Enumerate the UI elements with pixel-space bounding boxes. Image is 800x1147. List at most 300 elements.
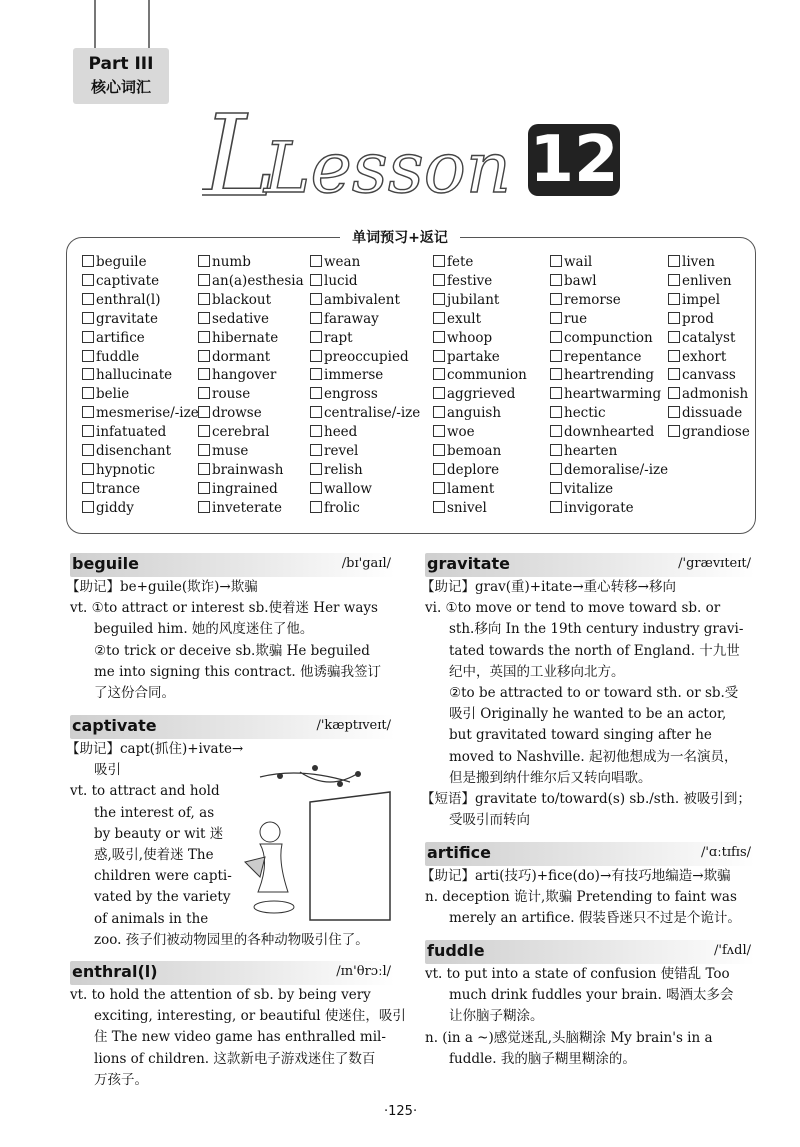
lesson-word-text: Lesson xyxy=(264,127,511,209)
entry-line: 受吸引而转向 xyxy=(449,812,530,829)
checkbox-icon[interactable] xyxy=(198,274,210,286)
entry-line: vt. ①to attract or interest sb.使着迷 Her ways xyxy=(70,600,378,617)
checkbox-icon[interactable] xyxy=(550,350,562,362)
word-list-item xyxy=(433,366,527,385)
word-list-item xyxy=(198,348,304,367)
checkbox-icon[interactable] xyxy=(433,255,445,267)
entry-line: merely an artifice. 假装昏迷只不过是个诡计。 xyxy=(449,910,741,927)
word-list-item xyxy=(310,253,420,272)
word-list-item xyxy=(550,461,668,480)
entry-line: vated by the variety xyxy=(94,889,231,906)
entry-line: moved to Nashville. 起初他想成为一名演员， xyxy=(449,748,738,765)
checkbox-icon[interactable] xyxy=(433,463,445,475)
word-text: jubilant xyxy=(447,291,500,308)
checkbox-icon[interactable] xyxy=(82,255,94,267)
word-column-5 xyxy=(550,253,668,518)
entry-line: vt. to hold the attention of sb. by being very xyxy=(70,987,371,1003)
checkbox-icon[interactable] xyxy=(433,331,445,343)
checkbox-icon[interactable] xyxy=(550,444,562,456)
word-list-item xyxy=(668,348,750,367)
checkbox-icon[interactable] xyxy=(198,501,210,513)
word-list-item xyxy=(82,253,199,272)
word-list-item xyxy=(310,442,420,461)
checkbox-icon[interactable] xyxy=(310,331,322,343)
entry-line: n. (in a ~)感觉迷乱,头脑糊涂 My brain's in a xyxy=(425,1029,713,1046)
word-text: vitalize xyxy=(564,480,614,497)
word-text: an(a)esthesia xyxy=(212,272,304,289)
checkbox-icon[interactable] xyxy=(550,331,562,343)
entry-line: 万孩子。 xyxy=(94,1071,148,1088)
word-text: exhort xyxy=(682,348,727,365)
entry-line: 吸引 Originally he wanted to be an actor, xyxy=(449,706,727,723)
checkbox-icon[interactable] xyxy=(198,255,210,267)
word-list-item xyxy=(668,272,750,291)
word-list-item xyxy=(310,272,420,291)
word-list-item xyxy=(198,442,304,461)
word-text: trance xyxy=(96,480,141,497)
word-column-4 xyxy=(433,253,527,518)
word-text: brainwash xyxy=(212,461,284,478)
entry-line: but gravitated toward singing after he xyxy=(449,727,712,744)
word-text: compunction xyxy=(564,329,653,346)
word-list-item xyxy=(310,461,420,480)
word-text: enliven xyxy=(682,272,732,289)
word-text: fuddle xyxy=(96,348,140,365)
checkbox-icon[interactable] xyxy=(198,387,210,399)
headword: gravitate xyxy=(427,554,510,573)
word-list-item xyxy=(433,291,527,310)
entry-line: of animals in the xyxy=(94,910,209,927)
checkbox-icon[interactable] xyxy=(433,293,445,305)
word-text: hibernate xyxy=(212,329,279,346)
word-text: cerebral xyxy=(212,424,270,441)
word-text: rouse xyxy=(212,386,251,403)
entry-line: 【助记】grav(重)+itate→重心转移→移向 xyxy=(421,579,676,595)
word-list-item xyxy=(550,404,668,423)
word-list-item xyxy=(433,253,527,272)
word-list-item xyxy=(550,310,668,329)
word-text: fete xyxy=(447,254,474,270)
word-list-item xyxy=(433,461,527,480)
checkbox-icon[interactable] xyxy=(82,425,94,437)
checkbox-icon[interactable] xyxy=(550,312,562,324)
entry-line: by beauty or wit 迷 xyxy=(94,825,224,842)
lesson-L: L xyxy=(202,100,277,210)
page-number: ·125· xyxy=(384,1104,418,1119)
checkbox-icon[interactable] xyxy=(550,425,562,437)
entry-line: vt. to attract and hold xyxy=(70,783,220,800)
checkbox-icon[interactable] xyxy=(198,312,210,324)
word-column-1 xyxy=(82,253,199,518)
checkbox-icon[interactable] xyxy=(198,368,210,380)
entry-line: 让你脑子糊涂。 xyxy=(449,1008,544,1025)
entry-line: 【短语】gravitate to/toward(s) sb./sth. 被吸引到； xyxy=(421,791,751,807)
checkbox-icon[interactable] xyxy=(668,368,680,380)
word-text: blackout xyxy=(212,291,271,308)
word-text: exult xyxy=(447,310,482,327)
word-list-item xyxy=(82,291,199,310)
word-list-item xyxy=(82,404,199,423)
headword: beguile xyxy=(72,554,139,573)
word-list-item xyxy=(82,385,199,404)
word-text: bawl xyxy=(564,272,597,289)
checkbox-icon[interactable] xyxy=(198,444,210,456)
checkbox-icon[interactable] xyxy=(310,482,322,494)
word-text: invigorate xyxy=(564,499,634,516)
word-text: mesmerise/-ize xyxy=(96,405,199,422)
entry-line: beguiled him. 她的风度迷住了他。 xyxy=(94,621,314,638)
word-text: ambivalent xyxy=(324,291,400,308)
entry-line: ②to be attracted to or toward sth. or sb.受 xyxy=(449,685,739,701)
entry-line: fuddle. 我的脑子糊里糊涂的。 xyxy=(449,1050,636,1067)
word-text: festive xyxy=(447,272,493,289)
checkbox-icon[interactable] xyxy=(550,501,562,513)
headword-bar xyxy=(70,715,395,739)
word-text: revel xyxy=(324,443,359,460)
checkbox-icon[interactable] xyxy=(433,501,445,513)
entry-line: 惑,吸引,使着迷 The xyxy=(94,847,214,863)
checkbox-icon[interactable] xyxy=(198,425,210,437)
checkbox-icon[interactable] xyxy=(82,482,94,494)
checkbox-icon[interactable] xyxy=(310,387,322,399)
lesson-title xyxy=(202,100,522,210)
word-list-item xyxy=(668,310,750,329)
word-text: faraway xyxy=(324,310,379,327)
entry-line: lions of children. 这款新电子游戏迷住了数百 xyxy=(94,1050,376,1067)
checkbox-icon[interactable] xyxy=(668,312,680,324)
word-list-item xyxy=(433,404,527,423)
word-text: hypnotic xyxy=(96,461,156,478)
word-list-item xyxy=(433,329,527,348)
checkbox-icon[interactable] xyxy=(550,387,562,399)
checkbox-icon[interactable] xyxy=(310,255,322,267)
checkbox-icon[interactable] xyxy=(198,350,210,362)
entry-line: vt. to put into a state of confusion 使错乱 Too xyxy=(425,966,730,982)
checkbox-icon[interactable] xyxy=(433,387,445,399)
checkbox-icon[interactable] xyxy=(550,255,562,267)
word-list-item xyxy=(668,385,750,404)
word-text: belie xyxy=(96,386,130,403)
word-text: prod xyxy=(682,310,714,327)
word-list-item xyxy=(433,480,527,499)
word-text: ingrained xyxy=(212,480,278,497)
checkbox-icon[interactable] xyxy=(550,406,562,418)
word-list-item xyxy=(198,480,304,499)
word-list-item xyxy=(198,310,304,329)
word-text: centralise/-ize xyxy=(324,405,421,422)
checkbox-icon[interactable] xyxy=(198,406,210,418)
section-label: 核心词汇 xyxy=(90,78,151,96)
word-list-item xyxy=(198,461,304,480)
word-list-item xyxy=(310,329,420,348)
word-text: rapt xyxy=(324,329,353,346)
phonetic: /bɪ'gaɪl/ xyxy=(341,556,391,571)
checkbox-icon[interactable] xyxy=(82,293,94,305)
checkbox-icon[interactable] xyxy=(82,387,94,399)
word-list-item xyxy=(82,423,199,442)
word-text: downhearted xyxy=(564,424,655,441)
word-text: woe xyxy=(447,424,475,441)
word-list-item xyxy=(433,442,527,461)
entry-line: 【助记】capt(抓住)+ivate→ xyxy=(66,741,244,757)
word-list-item xyxy=(198,423,304,442)
checkbox-icon[interactable] xyxy=(433,350,445,362)
word-text: artifice xyxy=(96,329,145,346)
checkbox-icon[interactable] xyxy=(668,425,680,437)
word-list-item xyxy=(82,329,199,348)
word-list-item xyxy=(433,499,527,518)
word-list-item xyxy=(550,480,668,499)
checkbox-icon[interactable] xyxy=(550,482,562,494)
entry-line: n. deception 诡计,欺骗 Pretending to faint was xyxy=(425,889,737,906)
headword: fuddle xyxy=(427,941,485,960)
word-column-3 xyxy=(310,253,420,518)
word-box-title: 单词预习+返记 xyxy=(340,227,460,247)
word-column-6 xyxy=(668,253,750,442)
checkbox-icon[interactable] xyxy=(82,406,94,418)
checkbox-icon[interactable] xyxy=(668,255,680,267)
headword-bar xyxy=(425,842,755,866)
word-text: immerse xyxy=(324,367,384,384)
entry-line: 但是搬到纳什维尔后又转向唱歌。 xyxy=(449,769,652,786)
word-list-item xyxy=(310,499,420,518)
word-text: muse xyxy=(212,443,249,460)
entry-line: 吸引 xyxy=(94,762,121,779)
word-text: hearten xyxy=(564,443,618,460)
entry-line: zoo. 孩子们被动物园里的各种动物吸引住了。 xyxy=(94,931,369,948)
entry-line: 【助记】be+guile(欺诈)→欺骗 xyxy=(66,579,258,595)
word-text: heartrending xyxy=(564,367,655,384)
entry-line: 了这份合同。 xyxy=(94,685,175,701)
word-text: sedative xyxy=(212,310,269,327)
headword: captivate xyxy=(72,716,157,735)
word-text: captivate xyxy=(96,272,160,289)
word-list-item xyxy=(550,253,668,272)
word-list-item xyxy=(82,366,199,385)
illustration-girl-with-flowers xyxy=(240,762,398,922)
word-text: deplore xyxy=(447,461,500,478)
word-list-item xyxy=(310,385,420,404)
word-list-item xyxy=(550,442,668,461)
entry-line: vi. ①to move or tend to move toward sb. or xyxy=(425,600,721,617)
checkbox-icon[interactable] xyxy=(668,387,680,399)
word-text: dissuade xyxy=(682,405,743,422)
word-text: bemoan xyxy=(447,443,502,460)
entry-line: ②to trick or deceive sb.欺骗 He beguiled xyxy=(94,642,370,659)
checkbox-icon[interactable] xyxy=(668,293,680,305)
word-list-item xyxy=(668,423,750,442)
checkbox-icon[interactable] xyxy=(433,444,445,456)
word-list-item xyxy=(550,272,668,291)
word-list-item xyxy=(82,310,199,329)
word-text: hangover xyxy=(212,367,277,384)
checkbox-icon[interactable] xyxy=(550,368,562,380)
word-list-item xyxy=(198,253,304,272)
word-list-item xyxy=(668,291,750,310)
checkbox-icon[interactable] xyxy=(198,463,210,475)
hanger-string-right xyxy=(148,0,150,50)
checkbox-icon[interactable] xyxy=(82,350,94,362)
phonetic: /'fʌdl/ xyxy=(714,943,751,958)
checkbox-icon[interactable] xyxy=(310,293,322,305)
checkbox-icon[interactable] xyxy=(310,444,322,456)
word-text: wallow xyxy=(324,480,372,497)
word-text: rue xyxy=(564,310,588,327)
checkbox-icon[interactable] xyxy=(433,368,445,380)
checkbox-icon[interactable] xyxy=(433,482,445,494)
checkbox-icon[interactable] xyxy=(433,312,445,324)
word-text: wail xyxy=(564,254,593,270)
word-text: drowse xyxy=(212,405,262,422)
checkbox-icon[interactable] xyxy=(550,463,562,475)
word-list-item xyxy=(310,366,420,385)
checkbox-icon[interactable] xyxy=(198,331,210,343)
word-list-item xyxy=(198,499,304,518)
checkbox-icon[interactable] xyxy=(433,406,445,418)
word-text: relish xyxy=(324,461,363,478)
word-list-item xyxy=(82,461,199,480)
checkbox-icon[interactable] xyxy=(198,482,210,494)
word-text: demoralise/-ize xyxy=(564,461,669,478)
word-text: giddy xyxy=(96,499,134,516)
word-list-item xyxy=(668,253,750,272)
word-list-item xyxy=(310,423,420,442)
word-text: hallucinate xyxy=(96,367,173,384)
word-list-item xyxy=(82,499,199,518)
checkbox-icon[interactable] xyxy=(82,274,94,286)
checkbox-icon[interactable] xyxy=(550,293,562,305)
word-text: enthral(l) xyxy=(96,291,161,308)
word-text: whoop xyxy=(447,329,493,346)
word-list-item xyxy=(310,310,420,329)
lesson-number: 12 xyxy=(529,123,619,197)
checkbox-icon[interactable] xyxy=(310,350,322,362)
checkbox-icon[interactable] xyxy=(82,463,94,475)
word-text: beguile xyxy=(96,254,147,270)
word-text: hectic xyxy=(564,405,606,422)
word-list-item xyxy=(310,480,420,499)
word-list-item xyxy=(310,404,420,423)
word-list-item xyxy=(198,272,304,291)
word-text: liven xyxy=(682,254,715,270)
word-text: aggrieved xyxy=(447,386,516,403)
checkbox-icon[interactable] xyxy=(310,501,322,513)
checkbox-icon[interactable] xyxy=(668,406,680,418)
word-list-item xyxy=(550,329,668,348)
checkbox-icon[interactable] xyxy=(310,406,322,418)
word-list-item xyxy=(82,442,199,461)
word-text: lament xyxy=(447,480,495,497)
word-list-item xyxy=(550,385,668,404)
word-list-item xyxy=(198,366,304,385)
headword: artifice xyxy=(427,843,492,862)
word-list-item xyxy=(433,385,527,404)
checkbox-icon[interactable] xyxy=(82,444,94,456)
word-text: admonish xyxy=(682,386,749,403)
word-list-item xyxy=(433,348,527,367)
headword-bar xyxy=(70,553,395,577)
phonetic: /'ɑːtɪfɪs/ xyxy=(700,845,751,860)
word-list-item xyxy=(198,385,304,404)
word-text: communion xyxy=(447,367,527,384)
word-text: remorse xyxy=(564,291,621,308)
hanger-string-left xyxy=(94,0,96,50)
entry-line: sth.移向 In the 19th century industry gravi- xyxy=(449,621,744,638)
word-list-item xyxy=(433,423,527,442)
checkbox-icon[interactable] xyxy=(668,274,680,286)
word-text: partake xyxy=(447,348,500,365)
checkbox-icon[interactable] xyxy=(82,331,94,343)
phonetic: /ɪn'θrɔːl/ xyxy=(336,964,391,979)
word-text: snivel xyxy=(447,499,487,516)
word-list-item xyxy=(82,272,199,291)
phonetic: /'kæptɪveɪt/ xyxy=(316,718,391,733)
word-text: grandiose xyxy=(682,424,750,441)
word-text: catalyst xyxy=(682,329,736,346)
checkbox-icon[interactable] xyxy=(668,350,680,362)
checkbox-icon[interactable] xyxy=(310,274,322,286)
word-list-item xyxy=(550,291,668,310)
checkbox-icon[interactable] xyxy=(668,331,680,343)
headword-bar xyxy=(425,553,755,577)
word-text: repentance xyxy=(564,348,642,365)
word-list-item xyxy=(550,366,668,385)
checkbox-icon[interactable] xyxy=(433,425,445,437)
checkbox-icon[interactable] xyxy=(310,312,322,324)
word-list-item xyxy=(82,480,199,499)
checkbox-icon[interactable] xyxy=(310,463,322,475)
word-text: frolic xyxy=(324,499,360,516)
word-text: anguish xyxy=(447,405,502,422)
word-text: engross xyxy=(324,386,378,403)
entry-line: 纪中，英国的工业移向北方。 xyxy=(449,663,625,680)
word-text: canvass xyxy=(682,367,736,384)
checkbox-icon[interactable] xyxy=(433,274,445,286)
word-text: inveterate xyxy=(212,499,282,516)
word-list-item xyxy=(82,348,199,367)
word-text: gravitate xyxy=(96,310,158,327)
word-text: heartwarming xyxy=(564,386,662,403)
word-list-item xyxy=(198,329,304,348)
checkbox-icon[interactable] xyxy=(310,368,322,380)
word-list-item xyxy=(310,348,420,367)
word-list-item xyxy=(668,404,750,423)
entry-line: exciting, interesting, or beautiful 使迷住，吸引 xyxy=(94,1008,406,1025)
checkbox-icon[interactable] xyxy=(550,274,562,286)
word-list-item xyxy=(310,291,420,310)
checkbox-icon[interactable] xyxy=(82,501,94,513)
word-list-item xyxy=(550,348,668,367)
word-text: numb xyxy=(212,254,251,270)
word-text: heed xyxy=(324,424,358,441)
checkbox-icon[interactable] xyxy=(310,425,322,437)
word-text: disenchant xyxy=(96,443,171,460)
part-label: Part III xyxy=(88,54,154,74)
entry-line: the interest of, as xyxy=(94,804,215,821)
checkbox-icon[interactable] xyxy=(198,293,210,305)
headword-bar xyxy=(425,940,755,964)
word-text: infatuated xyxy=(96,424,167,441)
word-list-item xyxy=(198,404,304,423)
word-list-item xyxy=(550,423,668,442)
checkbox-icon[interactable] xyxy=(82,368,94,380)
phonetic: /'grævɪteɪt/ xyxy=(678,556,751,571)
checkbox-icon[interactable] xyxy=(82,312,94,324)
entry-line: much drink fuddles your brain. 喝酒太多会 xyxy=(449,987,734,1004)
word-text: dormant xyxy=(212,348,271,365)
entry-line: me into signing this contract. 他诱骗我签订 xyxy=(94,663,382,680)
word-text: wean xyxy=(324,254,361,270)
